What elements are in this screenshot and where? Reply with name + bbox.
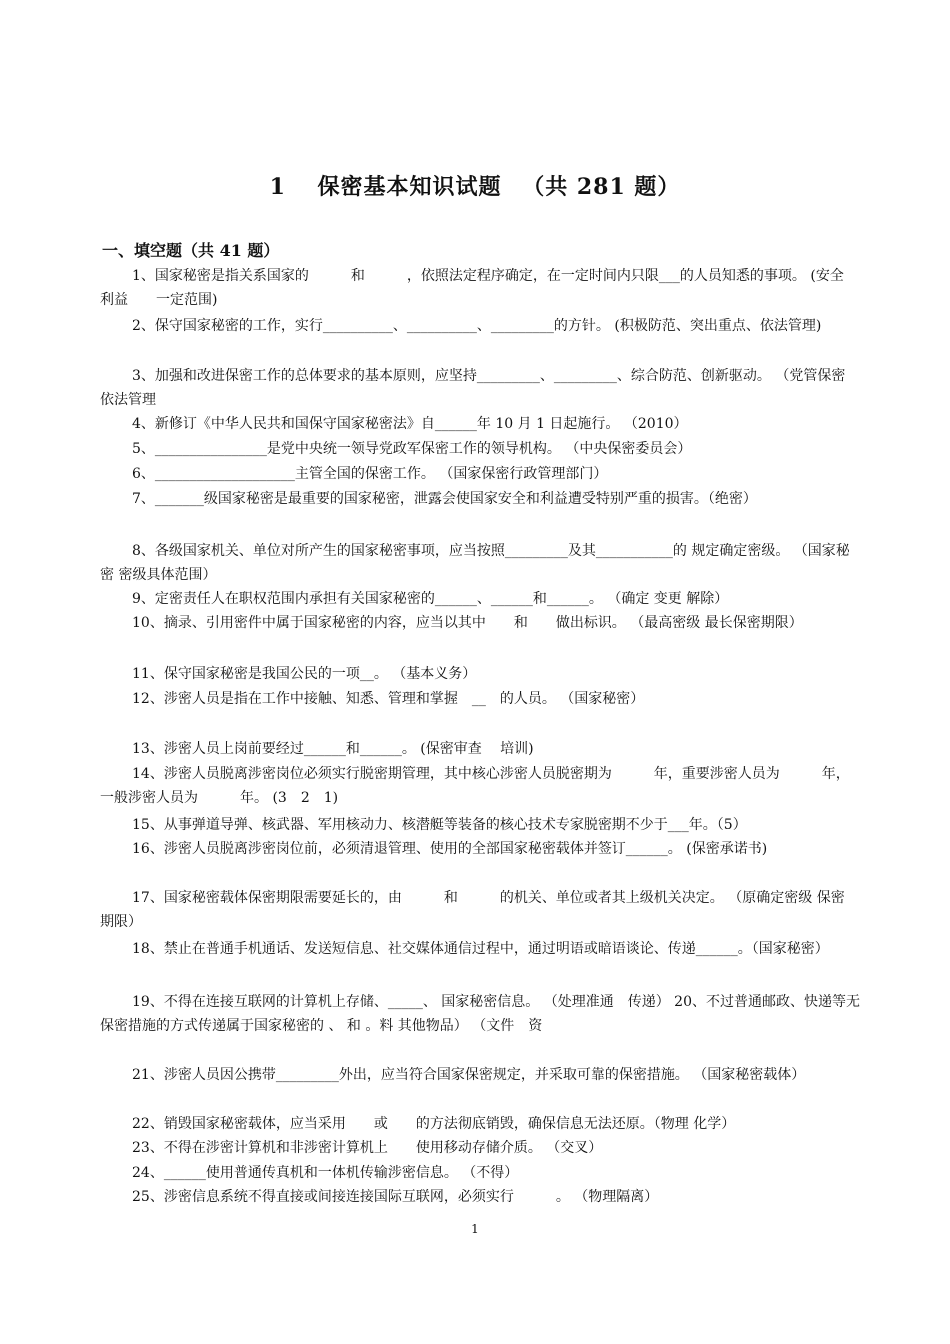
question-item: 21、涉密人员因公携带_________外出，应当符合国家保密规定，并采取可靠的保密措施。 （国家秘密载体） (132, 1067, 806, 1083)
question-item: 18、禁止在普通手机通话、发送短信息、社交媒体通信过程中，通过明语或暗语谈论、传递______。（国家秘密） (132, 941, 829, 957)
question-item: 17、国家秘密载体保密期限需要延长的，由 和 的机关、单位或者其上级机关决定。 （原确定密级 保密期限） (100, 890, 845, 930)
section-heading: 一、填空题（共 41 题） (102, 241, 280, 260)
question-item: 5、________________是党中央统一领导党政军保密工作的领导机构。 （中央保密委员会） (132, 441, 692, 457)
question-item: 24、______使用普通传真机和一体机传输涉密信息。 （不得） (132, 1165, 519, 1181)
question-item: 6、____________________主管全国的保密工作。 （国家保密行政管理部门） (132, 466, 608, 482)
question-item: 19、不得在连接互联网的计算机上存储、_____、 国家秘密信息。 （处理准通 传递） 20、不过普通邮政、快递等无保密措施的方式传递属于国家秘密的 、 和 。料 其他物品） （文件 资 (100, 994, 860, 1034)
question-item: 23、不得在涉密计算机和非涉密计算机上 使用移动存储介质。 （交叉） (132, 1140, 603, 1156)
question-item: 22、销毁国家秘密载体，应当采用 或 的方法彻底销毁，确保信息无法还原。（物理 化学） (132, 1116, 736, 1132)
question-item: 25、涉密信息系统不得直接或间接连接国际互联网，必须实行 。 （物理隔离） (132, 1189, 659, 1205)
question-item: 15、从事弹道导弹、核武器、军用核动力、核潜艇等装备的核心技术专家脱密期不少于___年。（5） (132, 817, 747, 833)
question-item: 3、加强和改进保密工作的总体要求的基本原则，应坚持_________、_________、综合防范、创新驱动。 （党管保密 依法管理 (100, 368, 846, 408)
question-item: 8、各级国家机关、单位对所产生的国家秘密事项，应当按照_________及其___________的 规定确定密级。 （国家秘密 密级具体范围） (100, 543, 850, 583)
question-item: 11、保守国家秘密是我国公民的一项__。 （基本义务） (132, 666, 477, 682)
question-item: 13、涉密人员上岗前要经过______和______。 (保密审查 培训) (132, 741, 534, 757)
question-item: 1、国家秘密是指关系国家的 和 ，依照法定程序确定，在一定时间内只限___的人员知悉的事项。 (安全 利益 一定范围) (100, 268, 858, 308)
question-item: 9、定密责任人在职权范围内承担有关国家秘密的______、______和______。 （确定 变更 解除） (132, 591, 729, 607)
question-item: 7、_______级国家秘密是最重要的国家秘密，泄露会使国家安全和利益遭受特别严重的损害。（绝密） (132, 491, 757, 507)
question-item: 16、涉密人员脱离涉密岗位前，必须清退管理、使用的全部国家秘密载体并签订______。 (保密承诺书) (132, 841, 768, 857)
question-item: 14、涉密人员脱离涉密岗位必须实行脱密期管理，其中核心涉密人员脱密期为 年，重要涉密人员为 年，一般涉密人员为 年。 (3 2 1) (100, 766, 850, 806)
question-item: 10、摘录、引用密件中属于国家秘密的内容，应当以其中 和 做出标识。 （最高密级 最长保密期限） (132, 615, 803, 631)
question-item: 12、涉密人员是指在工作中接触、知悉、管理和掌握 __ 的人员。 （国家秘密） (132, 691, 645, 707)
question-item: 4、新修订《中华人民共和国保守国家秘密法》自______年 10 月 1 日起施行。 （2010） (132, 416, 688, 432)
page-title: 1 保密基本知识试题 （共 281 题） (269, 174, 681, 200)
question-item: 2、保守国家秘密的工作，实行__________、__________、_________的方针。 (积极防范、突出重点、依法管理) (132, 318, 822, 334)
page-number: 1 (471, 1222, 479, 1236)
